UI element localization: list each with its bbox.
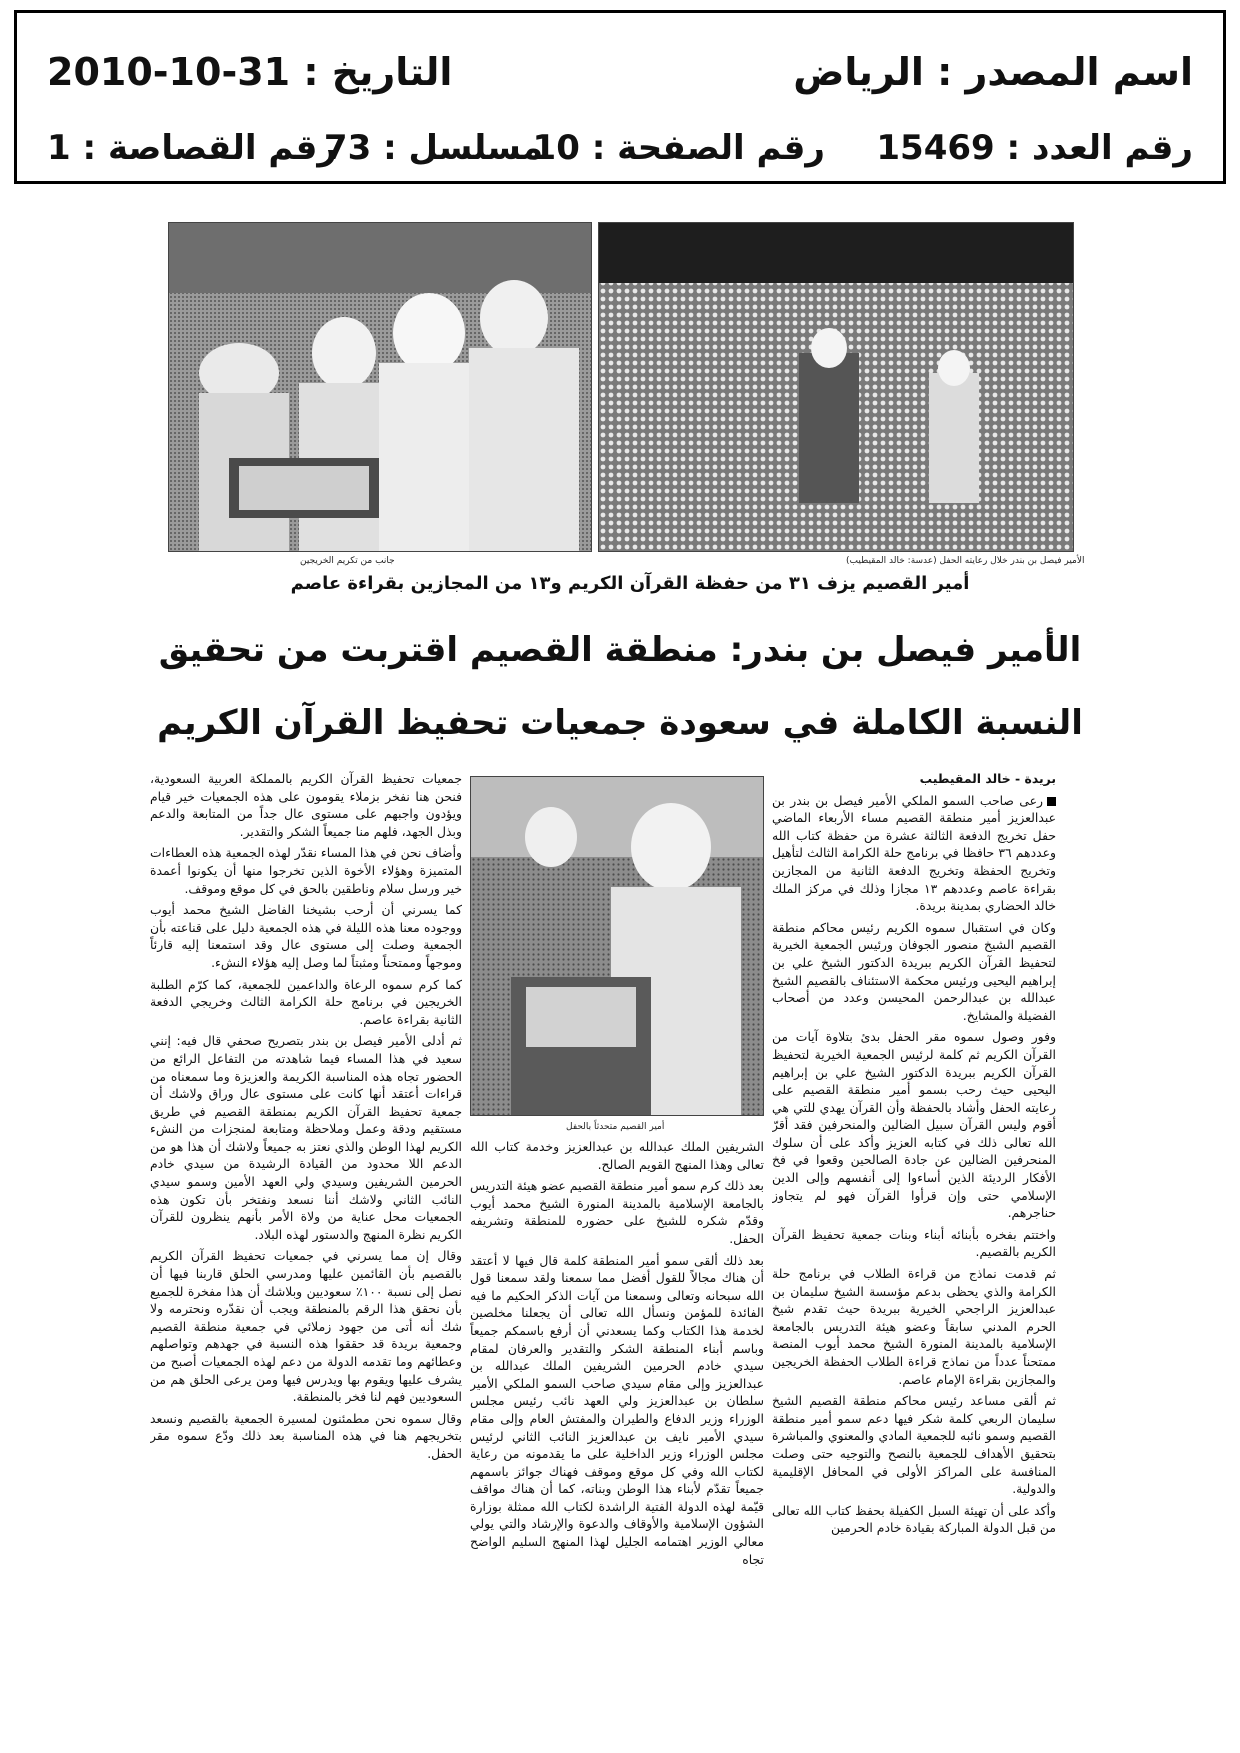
photo-graduates-honoring	[168, 222, 592, 552]
paragraph: ثم أدلى الأمير فيصل بن بندر بتصريح صحفي قال فيه: إنني سعيد في هذا المساء فيما شاهدته من التفاعل الرائع من الحضور تجاه هذه المناسبة الكريمة والعزيزة وما سمعناه من قراءات أعتقد أنها كانت على مستوى عال وراق ولاشك أن جمعية تحفيظ القرآن الكريم بمنطقة القصيم في طريق مستقيم ودقة وعمل وملاحظة ومتابعة لمنجزات من النشء الكريم لهذا الوطن والذي نعتز به جميعاً ولاشك أن هذا هو من الدعم اللا محدود من القيادة الرشيدة من سيدي خادم الحرمين الشريفين وسيدي ولي العهد الأمين وسمو سيدي النائب الثاني ولاشك أننا نسعد ونفتخر بأن تكون هذه الجمعيات محل عناية من ولاة الأمر بأنهم ينظرون للقرآن الكريم نظرة المنهج والدستور لهذه البلاد.	[150, 1033, 462, 1242]
article-column-left	[150, 770, 462, 1740]
paragraph: وقال إن مما يسرني في جمعيات تحفيظ القرآن الكريم بالقصيم بأن القائمين عليها ومدرسي الحلق قاربنا فيها أن نصل إلى نسبة ١٠٠٪ سعوديين وبلاشك أن هذا مفخرة للجميع بأن نحقق هذا الرقم بالمنطقة ويجب أن نقدّره ونحترمه ولا شك أنه أتى من جهود زملائي في جمعية منطقة القصيم وجمعية بريدة قد حققوا هذه النسبة في جهدهم وتواصلهم وعطائهم وما تقدمه الدولة من دعم لهذه الجمعيات أصبح من يشرف عليها ويقوم بها ويدرس فيها ومن يرعى الحلق هم من السعوديين فهم لنا فخر بالمنطقة.	[150, 1248, 462, 1405]
paragraph: كما كرم سموه الرعاة والداعمين للجمعية، كما كرّم الطلبة الخريجين في برنامج حلة الكرامة الثالث وخريجي الدفعة الثانية بقراءة عاصم.	[150, 976, 462, 1027]
page-number: رقم الصفحة : 10	[532, 128, 825, 168]
paragraph: وفور وصول سموه مقر الحفل بدئ بتلاوة آيات من القرآن الكريم ثم كلمة لرئيس الجمعية الخيرية لتحفيظ القرآن الكريم ببريدة الدكتور الشيخ علي بن إبراهيم اليحيى حيث رحب بسمو أمير منطقة القصيم على رعايته الحفل وأشاد بالحفظة وأن القرآن يهدي للتي هي أقوم وليس القرآن سبيل الضالين والمنحرفين فقد أقرّ الله تعالى ذلك في كتابه العزيز وأكد على أن سلوك المنحرفين الضالين عن جادة الصالحين وقعوا في فخ الأفكار الرديئة الذين أساءوا إلى أنفسهم وإلى الدين الإسلامي حتى وإن قرأوا القرآن فهو لم يتجاوز حناجرهم.	[772, 1029, 1056, 1221]
serial-number: مسلسل : 73	[323, 128, 543, 168]
article-headline-line-1: الأمير فيصل بن بندر: منطقة القصيم اقتربت من تحقيق	[158, 630, 1082, 670]
photo-left-caption: جانب من تكريم الخريجين	[300, 556, 395, 566]
paragraph: واختتم بفخره بأبنائه أبناء وبنات جمعية تحفيظ القرآن الكريم بالقصيم.	[772, 1226, 1056, 1260]
source-name: اسم المصدر : الرياض	[793, 50, 1193, 94]
paragraph: ثم ألقى مساعد رئيس محاكم منطقة القصيم الشيخ سليمان الربعي كلمة شكر فيها دعم سمو أمير منطقة القصيم وسمو نائبه للجمعية المادي والمعنوي والمباشرة بتحقيق الأهداف للجمعية بالنصح والتوجيه حتى وصلت المنافسة على المراكز الأولى في المحافل الإقليمية والدولية.	[772, 1393, 1056, 1497]
clipping-header	[14, 10, 1226, 184]
paragraph: بعد ذلك كرم سمو أمير منطقة القصيم عضو هيئة التدريس بالجامعة الإسلامية بالمدينة المنورة الشيخ محمد أيوب وقدّم شكره للشيخ على حضوره للمنطقة وتشريفه الحفل.	[470, 1178, 764, 1246]
clip-number: رقم القصاصة : 1	[47, 128, 337, 168]
photo-ceremony-hall	[598, 222, 1074, 552]
issue-number: رقم العدد : 15469	[876, 128, 1193, 168]
article-column-right	[772, 770, 1056, 1740]
article-headline-line-2: النسبة الكاملة في سعودة جمعيات تحفيظ القرآن الكريم	[157, 703, 1083, 743]
paragraph: رعى صاحب السمو الملكي الأمير فيصل بن بندر بن عبدالعزيز أمير منطقة القصيم مساء الأربعاء الماضي حفل تخريج الدفعة الثالثة عشرة من حفظة كتاب الله وعددهم ٣٦ حافظا في برنامج حلة الكرامة الثالث لتأهيل وتخريج الحفظة وتخريج الدفعة الثانية من المجازين بقراءة عاصم وعددهم ١٣ مجازا وذلك في مركز الملك خالد الحضاري بمدينة بريدة.	[772, 792, 1056, 914]
article-kicker: أمير القصيم يزف ٣١ من حفظة القرآن الكريم و١٣ من المجازين بقراءة عاصم	[290, 573, 970, 594]
paragraph: وقال سموه نحن مطمئنون لمسيرة الجمعية بالقصيم ونسعد بتخريجهم هنا في هذه المناسبة بعد ذلك ودّع سموه مقر الحفل.	[150, 1410, 462, 1461]
paragraph: وأضاف نحن في هذا المساء نقدّر لهذه الجمعية هذه العطاءات المتميزة وهؤلاء الأخوة الذين تخرجوا منها أن يكونوا أعمدة خير ورسل سلام وناطقين بالحق في كل موقع وموقف.	[150, 845, 462, 896]
article-byline: بريدة - خالد المقيطيب	[919, 771, 1056, 786]
photo-mid-caption: أمير القصيم متحدثاً بالحفل	[566, 1122, 665, 1132]
paragraph: الشريفين الملك عبدالله بن عبدالعزيز وخدمة كتاب الله تعالى وهذا المنهج القويم الصالح.	[470, 1139, 764, 1172]
square-bullet-icon	[1047, 797, 1056, 806]
photo-right-caption: الأمير فيصل بن بندر خلال رعايته الحفل (عدسة: خالد المقيطيب)	[846, 556, 1085, 566]
article-column-middle	[470, 1138, 764, 1740]
paragraph: بعد ذلك ألقى سمو أمير المنطقة كلمة قال فيها لا أعتقد أن هناك مجالاً للقول أفضل مما سمعنا ولقد سمعنا قول الله سبحانه وتعالى وسمعنا من آيات الذكر الحكيم ما فيه الفائدة للمؤمن ونسأل الله تعالى أن يجعلنا مخلصين لخدمة هذا الكتاب وكما يسعدني أن أرفع باسمكم جميعاً وباسم أبناء المنطقة الشكر والتقدير والعرفان لمقام سيدي خادم الحرمين الشريفين الملك عبدالله بن عبدالعزيز وإلى مقام سيدي صاحب السمو الملكي الأمير سلطان بن عبدالعزيز ولي العهد نائب رئيس مجلس الوزراء وزير الدفاع والطيران والمفتش العام وإلى مقام سيدي الأمير نايف بن عبدالعزيز النائب الثاني لرئيس مجلس الوزراء وزير الداخلية على ما يقدمونه من رعاية لكتاب الله وفي كل موقع وموقف فهناك جوائز باسمهم جميعاً تقدّم لأبناء هذا الوطن وبناته، كما أن هناك مواقف قيّمة لهذه الدولة الفتية الراشدة لكتاب الله ممثلة بوزارة الشؤون الإسلامية والأوقاف والدعوة والإرشاد والتي يولي معالي الوزير اهتمامه الجليل لهذا المنهج السليم الواضح تجاه	[470, 1252, 764, 1567]
paragraph: كما يسرني أن أرحب بشيخنا الفاضل الشيخ محمد أيوب ووجوده معنا هذه الليلة في هذه الجمعية دليل على قناعته بأن الجمعية وصلت إلى مستوى عال وقد استمعنا إليه قارئاً وموجهاً وممتحناً ومثبتاً لما وصل إليه هؤلاء النشء.	[150, 902, 462, 970]
photo-prince-speaking	[470, 776, 764, 1116]
clip-date: التاريخ : 31-10-2010	[47, 50, 453, 94]
paragraph: وأكد على أن تهيئة السبل الكفيلة بحفظ كتاب الله تعالى من قبل الدولة المباركة بقيادة خادم الحرمين	[772, 1502, 1056, 1536]
paragraph: ثم قدمت نماذج من قراءة الطلاب في برنامج حلة الكرامة والذي يحظى بدعم مؤسسة الشيخ سليمان بن عبدالعزيز الراجحي الخيرية ببريدة حيث تقدم شيخ الحرم المدني سابقاً وعضو هيئة التدريس بالجامعة الإسلامية بالمدينة المنورة الشيخ محمد أيوب المنصة ممتحناً عدداً من نماذج قراءة الطلاب الحفظة الخريجين والمجازين بقراءة الإمام عاصم.	[772, 1266, 1056, 1387]
paragraph: جمعيات تحفيظ القرآن الكريم بالمملكة العربية السعودية، فنحن هنا نفخر بزملاء يقومون على هذه الجمعيات خير قيام ويؤدون واجبهم على مستوى عال جداً من المتابعة والدعم وبذل الجهد، فلهم منا جميعاً الشكر والتقدير.	[150, 771, 462, 839]
paragraph: وكان في استقبال سموه الكريم رئيس محاكم منطقة القصيم الشيخ منصور الجوفان ورئيس الجمعية الخيرية لتحفيظ القرآن الكريم ببريدة الدكتور الشيخ علي بن إبراهيم اليحيى ورئيس محكمة الاستئناف بالقصيم الشيخ عبدالله بن عبدالرحمن المحيسن وعدد من أصحاب الفضيلة والمشايخ.	[772, 919, 1056, 1023]
